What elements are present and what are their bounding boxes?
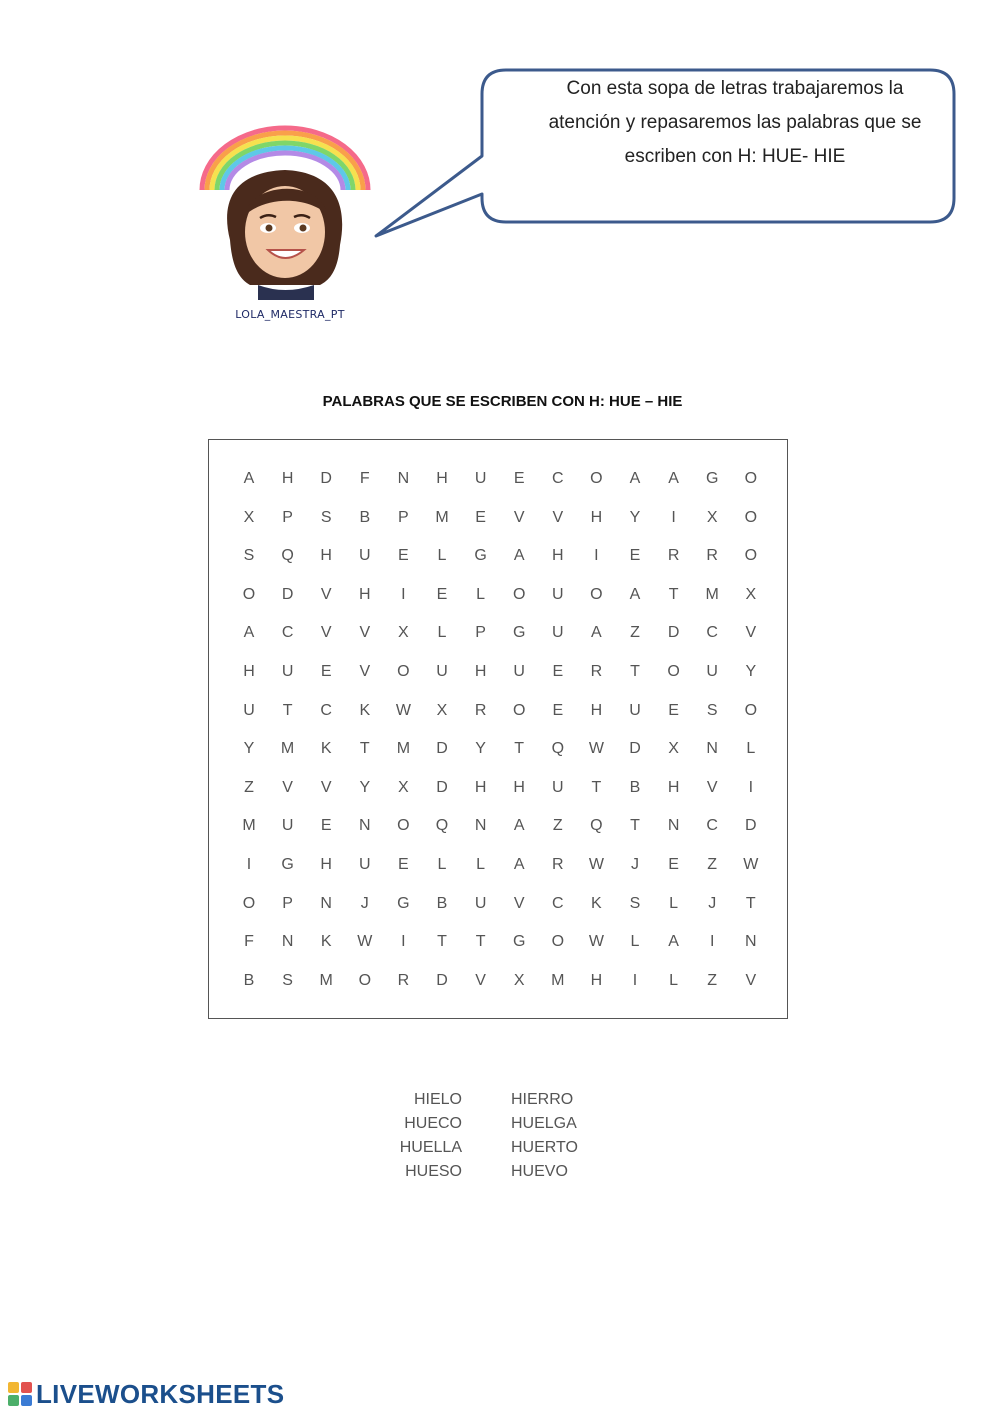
- grid-letter[interactable]: X: [243, 508, 255, 526]
- grid-letter[interactable]: L: [746, 740, 756, 758]
- grid-letter[interactable]: D: [281, 585, 294, 603]
- grid-letter[interactable]: I: [401, 585, 406, 603]
- grid-letter[interactable]: V: [320, 778, 332, 796]
- grid-letter[interactable]: R: [667, 547, 680, 565]
- grid-letter[interactable]: Y: [359, 778, 371, 796]
- grid-letter[interactable]: R: [397, 971, 410, 989]
- grid-letter[interactable]: I: [594, 547, 599, 565]
- grid-letter[interactable]: U: [436, 663, 448, 680]
- grid-letter[interactable]: X: [745, 585, 757, 603]
- grid-letter[interactable]: U: [552, 778, 564, 796]
- grid-letter[interactable]: D: [629, 740, 641, 758]
- word-list-right: [511, 1088, 651, 1184]
- grid-letter[interactable]: Q: [551, 740, 565, 758]
- grid-letter[interactable]: E: [668, 856, 679, 873]
- speech-bubble-text: [520, 72, 950, 174]
- grid-letter[interactable]: Y: [475, 740, 486, 758]
- grid-letter[interactable]: H: [590, 971, 603, 989]
- grid-letter[interactable]: W: [357, 933, 373, 951]
- grid-letter[interactable]: Y: [745, 663, 757, 680]
- grid-letter[interactable]: P: [282, 894, 293, 912]
- grid-letter[interactable]: W: [588, 933, 604, 951]
- grid-letter[interactable]: P: [398, 508, 409, 526]
- grid-letter[interactable]: T: [475, 933, 486, 951]
- grid-letter[interactable]: E: [552, 701, 564, 719]
- grid-letter[interactable]: S: [629, 894, 641, 912]
- grid-letter[interactable]: U: [359, 856, 371, 873]
- grid-letter[interactable]: S: [243, 547, 255, 565]
- grid-letter[interactable]: E: [513, 470, 525, 487]
- grid-letter[interactable]: A: [513, 817, 525, 835]
- grid-letter[interactable]: J: [708, 894, 717, 912]
- grid-letter[interactable]: T: [437, 933, 447, 951]
- grid-letter[interactable]: N: [706, 740, 718, 758]
- grid-letter[interactable]: H: [590, 701, 603, 719]
- grid-letter[interactable]: H: [436, 470, 448, 487]
- grid-letter[interactable]: U: [281, 663, 294, 680]
- bubble-line: escriben con H: HUE- HIE: [624, 146, 846, 167]
- grid-letter[interactable]: U: [706, 663, 718, 680]
- grid-letter[interactable]: A: [243, 470, 255, 487]
- grid-letter[interactable]: O: [744, 508, 758, 526]
- grid-letter[interactable]: M: [396, 740, 411, 758]
- grid-letter[interactable]: U: [629, 701, 641, 719]
- grid-letter[interactable]: E: [668, 701, 679, 719]
- author-handle: LOLA_MAESTRA_PT: [235, 308, 345, 321]
- grid-letter[interactable]: B: [359, 508, 371, 526]
- grid-letter[interactable]: J: [360, 894, 369, 912]
- grid-letter[interactable]: U: [513, 663, 525, 680]
- grid-letter[interactable]: H: [243, 663, 255, 680]
- grid-letter[interactable]: I: [632, 971, 638, 989]
- grid-letter[interactable]: S: [320, 508, 332, 526]
- grid-letter[interactable]: B: [629, 778, 641, 796]
- grid-letter[interactable]: N: [745, 933, 757, 951]
- grid-letter[interactable]: N: [359, 817, 371, 835]
- grid-letter[interactable]: S: [282, 971, 293, 989]
- word-item: HIELO: [413, 1091, 462, 1108]
- grid-letter[interactable]: T: [514, 740, 525, 758]
- grid-letter[interactable]: O: [744, 547, 758, 565]
- word-item: HUERTO: [511, 1139, 578, 1156]
- grid-letter[interactable]: A: [629, 470, 641, 487]
- grid-letter[interactable]: V: [513, 894, 525, 912]
- grid-letter[interactable]: L: [669, 971, 679, 989]
- word-item: HUECO: [404, 1115, 462, 1132]
- grid-letter[interactable]: Q: [281, 547, 294, 565]
- grid-letter[interactable]: Y: [243, 740, 255, 758]
- grid-letter[interactable]: H: [320, 547, 332, 565]
- grid-letter[interactable]: N: [667, 817, 680, 835]
- grid-letter[interactable]: M: [435, 508, 449, 526]
- grid-letter[interactable]: W: [588, 856, 604, 873]
- grid-letter[interactable]: X: [398, 624, 409, 642]
- grid-letter[interactable]: Z: [630, 624, 640, 642]
- grid-letter[interactable]: G: [397, 894, 410, 912]
- grid-letter[interactable]: N: [281, 933, 294, 951]
- grid-letter[interactable]: O: [242, 894, 256, 912]
- grid-letter[interactable]: V: [745, 624, 757, 642]
- grid-letter[interactable]: D: [436, 778, 448, 796]
- grid-letter[interactable]: U: [359, 547, 371, 565]
- brand-name: LIVEWORKSHEETS: [36, 1378, 285, 1409]
- grid-letter[interactable]: B: [436, 894, 448, 912]
- grid-letter[interactable]: T: [359, 740, 370, 758]
- grid-letter[interactable]: H: [474, 778, 487, 796]
- grid-letter[interactable]: E: [320, 817, 332, 835]
- bubble-line: Con esta sopa de letras trabajaremos la: [566, 78, 904, 99]
- grid-letter[interactable]: V: [320, 585, 332, 603]
- grid-letter[interactable]: Y: [629, 508, 641, 526]
- grid-letter[interactable]: V: [706, 778, 718, 796]
- grid-letter[interactable]: P: [282, 508, 293, 526]
- grid-letter[interactable]: Z: [552, 817, 563, 835]
- grid-letter[interactable]: I: [246, 856, 252, 873]
- grid-letter[interactable]: L: [630, 933, 640, 951]
- grid-letter[interactable]: P: [475, 624, 486, 642]
- grid-letter[interactable]: O: [397, 817, 410, 835]
- grid-letter[interactable]: U: [243, 701, 255, 719]
- grid-letter[interactable]: C: [320, 701, 332, 719]
- grid-letter[interactable]: D: [320, 470, 332, 487]
- grid-letter[interactable]: M: [319, 971, 333, 989]
- grid-letter[interactable]: T: [630, 663, 640, 680]
- grid-letter[interactable]: X: [706, 508, 718, 526]
- grid-letter[interactable]: A: [243, 624, 255, 642]
- grid-letter[interactable]: H: [552, 547, 564, 565]
- grid-letter[interactable]: X: [513, 971, 525, 989]
- grid-letter[interactable]: V: [475, 971, 486, 989]
- grid-letter[interactable]: M: [242, 817, 256, 835]
- grid-letter[interactable]: L: [437, 547, 447, 565]
- grid-letter[interactable]: H: [513, 778, 525, 796]
- grid-letter[interactable]: R: [706, 547, 718, 565]
- grid-letter[interactable]: S: [706, 701, 718, 719]
- grid-letter[interactable]: A: [513, 547, 525, 565]
- grid-letter[interactable]: R: [552, 856, 564, 873]
- grid-letter[interactable]: D: [667, 624, 680, 642]
- grid-letter[interactable]: M: [280, 740, 295, 758]
- grid-letter[interactable]: V: [745, 971, 757, 989]
- grid-letter[interactable]: K: [359, 701, 371, 719]
- grid-letter[interactable]: O: [512, 585, 526, 603]
- grid-letter[interactable]: T: [668, 585, 679, 603]
- grid-letter[interactable]: F: [359, 470, 370, 487]
- grid-letter[interactable]: T: [745, 894, 756, 912]
- grid-letter[interactable]: U: [552, 585, 564, 603]
- grid-letter[interactable]: O: [551, 933, 565, 951]
- grid-letter[interactable]: I: [671, 508, 676, 526]
- grid-letter[interactable]: E: [398, 547, 409, 565]
- grid-letter[interactable]: N: [474, 817, 487, 835]
- grid-letter[interactable]: G: [512, 624, 526, 642]
- grid-letter[interactable]: X: [668, 740, 679, 758]
- grid-letter[interactable]: X: [436, 701, 448, 719]
- teacher-face-icon: [227, 170, 342, 300]
- grid-letter[interactable]: I: [709, 933, 715, 951]
- grid-letter[interactable]: N: [320, 894, 332, 912]
- grid-letter[interactable]: C: [706, 817, 718, 835]
- grid-letter[interactable]: R: [590, 663, 603, 680]
- grid-letter[interactable]: M: [551, 971, 565, 989]
- grid-letter[interactable]: I: [401, 933, 406, 951]
- grid-letter[interactable]: U: [474, 470, 487, 487]
- grid-letter[interactable]: V: [359, 624, 371, 642]
- grid-letter[interactable]: C: [552, 470, 564, 487]
- grid-letter[interactable]: N: [397, 470, 410, 487]
- word-item: HUELGA: [511, 1115, 577, 1132]
- grid-letter[interactable]: E: [398, 856, 409, 873]
- grid-letter[interactable]: L: [437, 624, 447, 642]
- grid-letter[interactable]: G: [281, 856, 294, 873]
- grid-letter[interactable]: W: [588, 740, 604, 758]
- grid-letter[interactable]: O: [744, 470, 758, 487]
- grid-letter[interactable]: E: [320, 663, 332, 680]
- grid-letter[interactable]: H: [359, 585, 371, 603]
- grid-letter[interactable]: G: [705, 470, 719, 487]
- grid-letter[interactable]: L: [476, 585, 486, 603]
- grid-letter[interactable]: F: [244, 933, 254, 951]
- grid-letter[interactable]: O: [397, 663, 410, 680]
- grid-letter[interactable]: W: [395, 701, 411, 719]
- grid-letter[interactable]: L: [476, 856, 486, 873]
- grid-letter[interactable]: W: [743, 856, 759, 873]
- grid-letter[interactable]: H: [281, 470, 294, 487]
- grid-letter[interactable]: A: [513, 856, 525, 873]
- word-item: HIERRO: [511, 1091, 574, 1108]
- teacher-avatar-illustration: [190, 120, 380, 300]
- grid-letter[interactable]: C: [552, 894, 564, 912]
- grid-letter[interactable]: O: [512, 701, 526, 719]
- grid-letter[interactable]: K: [320, 933, 332, 951]
- word-item: HUESO: [405, 1163, 462, 1180]
- grid-letter[interactable]: Z: [707, 856, 718, 873]
- grid-letter[interactable]: I: [748, 778, 754, 796]
- grid-letter[interactable]: Q: [435, 817, 449, 835]
- grid-letter[interactable]: D: [745, 817, 757, 835]
- grid-letter[interactable]: O: [590, 585, 603, 603]
- grid-letter[interactable]: D: [436, 971, 448, 989]
- bubble-line: atención y repasaremos las palabras que se: [548, 112, 922, 133]
- grid-letter[interactable]: C: [281, 624, 294, 642]
- grid-letter[interactable]: T: [591, 778, 602, 796]
- grid-letter[interactable]: B: [243, 971, 255, 989]
- grid-letter[interactable]: A: [591, 624, 602, 642]
- grid-letter[interactable]: K: [320, 740, 332, 758]
- grid-letter[interactable]: Z: [244, 778, 254, 796]
- grid-letter[interactable]: U: [552, 624, 564, 642]
- grid-letter[interactable]: L: [437, 856, 447, 873]
- grid-letter[interactable]: X: [398, 778, 409, 796]
- grid-letter[interactable]: O: [242, 585, 256, 603]
- grid-letter[interactable]: K: [591, 894, 602, 912]
- grid-letter[interactable]: R: [474, 701, 487, 719]
- grid-letter[interactable]: H: [320, 856, 332, 873]
- grid-letter[interactable]: O: [744, 701, 758, 719]
- grid-letter[interactable]: H: [590, 508, 603, 526]
- grid-letter[interactable]: H: [474, 663, 487, 680]
- grid-letter[interactable]: Z: [707, 971, 718, 989]
- grid-letter[interactable]: G: [474, 547, 487, 565]
- grid-letter[interactable]: M: [705, 585, 719, 603]
- word-item: HUELLA: [399, 1139, 462, 1156]
- grid-letter[interactable]: A: [629, 585, 641, 603]
- grid-letter[interactable]: O: [358, 971, 372, 989]
- grid-letter[interactable]: V: [513, 508, 525, 526]
- liveworksheets-logo: [8, 1380, 284, 1408]
- grid-letter[interactable]: Q: [590, 817, 603, 835]
- grid-letter[interactable]: O: [667, 663, 680, 680]
- grid-letter[interactable]: O: [590, 470, 603, 487]
- grid-letter[interactable]: E: [629, 547, 641, 565]
- grid-letter[interactable]: V: [320, 624, 332, 642]
- grid-letter[interactable]: V: [552, 508, 564, 526]
- grid-letter[interactable]: T: [282, 701, 293, 719]
- grid-letter[interactable]: T: [630, 817, 640, 835]
- word-list-left: [340, 1088, 462, 1184]
- grid-letter[interactable]: C: [706, 624, 718, 642]
- grid-letter[interactable]: E: [475, 508, 486, 526]
- grid-letter[interactable]: U: [281, 817, 294, 835]
- grid-letter[interactable]: D: [436, 740, 448, 758]
- grid-letter[interactable]: L: [669, 894, 679, 912]
- word-item: HUEVO: [511, 1163, 568, 1180]
- grid-letter[interactable]: G: [512, 933, 526, 951]
- grid-letter[interactable]: A: [668, 933, 679, 951]
- word-search-grid: [208, 439, 788, 1019]
- grid-letter[interactable]: A: [668, 470, 679, 487]
- grid-letter[interactable]: V: [359, 663, 371, 680]
- grid-letter[interactable]: J: [631, 856, 639, 873]
- grid-letter[interactable]: V: [282, 778, 293, 796]
- grid-letter[interactable]: E: [552, 663, 564, 680]
- liveworksheets-logo-icon: [8, 1382, 32, 1406]
- grid-letter[interactable]: E: [436, 585, 448, 603]
- grid-letter[interactable]: H: [667, 778, 680, 796]
- grid-letter[interactable]: U: [474, 894, 487, 912]
- worksheet-title: PALABRAS QUE SE ESCRIBEN CON H: HUE – HIE: [322, 393, 683, 410]
